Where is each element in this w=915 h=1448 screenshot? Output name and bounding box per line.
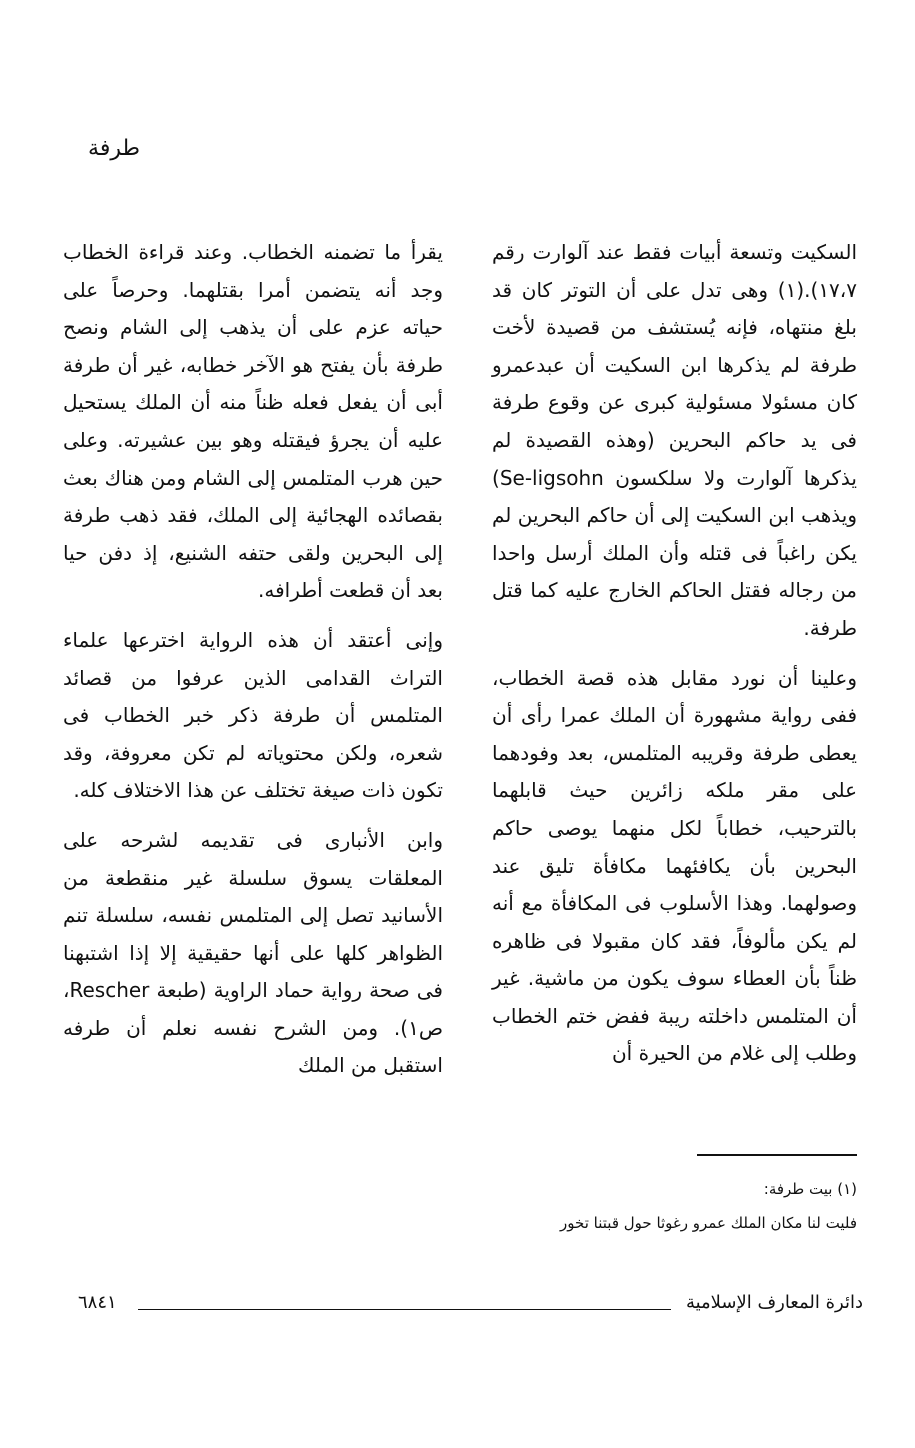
footnote-verse: فليت لنا مكان الملك عمرو رغوثا حول قبتنا تخور	[560, 1214, 857, 1232]
page-footer	[78, 1292, 863, 1322]
text-column-left	[63, 234, 443, 1085]
footer-divider	[138, 1309, 671, 1310]
publication-title: دائرة المعارف الإسلامية	[685, 1292, 863, 1313]
paragraph: يقرأ ما تضمنه الخطاب. وعند قراءة الخطاب وجد أنه يتضمن أمرا بقتلهما. وحرصاً على حياته عزم على أن يذهب إلى الشام ونصح طرفة بأن يفتح هو الآخر خطابه، غير أن طرفة أبى أن يفعل فعله ظناً منه أن الملك يستحيل عليه أن يجرؤ فيقتله وهو بين عشيرته. وعلى حين هرب المتلمس إلى الشام ومن هناك بعث بقصائده الهجائية إلى الملك، فقد ذهب طرفة إلى البحرين ولقى حتفه الشنيع، إذ دفن حيا بعد أن قطعت أطرافه.	[63, 240, 443, 603]
paragraph: السكيت وتسعة أبيات فقط عند آلوارت رقم ١٧،٧).(١) وهى تدل على أن التوتر كان قد بلغ منتهاه، فإنه يُستشف من قصيدة لأخت طرفة لم يذكرها ابن السكيت أن عبدعمرو كان مسئولا مسئولية كبرى عن وقوع طرفة فى يد حاكم البحرين (وهذه القصيدة لم يذكرها آلوارت ولا سلكسون Se-ligsohn) ويذهب ابن السكيت إلى أن حاكم البحرين لم يكن راغباً فى قتله وأن الملك أرسل واحدا من رجاله فقتل الحاكم الخارج عليه كما قتل طرفة.	[492, 240, 857, 640]
text-column-right	[492, 234, 857, 1073]
footnote-label: (١) بيت طرفة:	[763, 1180, 857, 1198]
footnote-divider	[697, 1154, 857, 1156]
running-title: طرفة	[88, 136, 140, 161]
paragraph: وعلينا أن نورد مقابل هذه قصة الخطاب، ففى رواية مشهورة أن الملك عمرا رأى أن يعطى طرفة وقريبه المتلمس، بعد وفودهما على مقر ملكه زائرين حيث قابلهما بالترحيب، خطاباً لكل منهما يوصى حاكم البحرين بأن يكافئهما مكافأة تليق عند وصولهما. وهذا الأسلوب فى المكافأة مع أنه لم يكن مألوفاً، فقد كان مقبولا فى ظاهره ظناً بأن العطاء سوف يكون من ماشية. غير أن المتلمس داخلته ريبة ففض ختم الخطاب وطلب إلى غلام من الحيرة أن	[492, 665, 857, 1066]
paragraph: وابن الأنبارى فى تقديمه لشرحه على المعلقات يسوق سلسلة غير منقطعة من الأسانيد تصل إلى المتلمس نفسه، سلسلة تنم الظواهر كلها على أنها حقيقية إلا إذا اشتبهنا فى صحة رواية حماد الراوية (طبعة Rescher، ص١). ومن الشرح نفسه نعلم أن طرفه استقبل من الملك	[63, 827, 443, 1078]
footnotes	[487, 1172, 857, 1240]
page-number: ٦٨٤١	[78, 1292, 117, 1313]
paragraph: وإنى أعتقد أن هذه الرواية اخترعها علماء التراث القدامى الذين عرفوا من قصائد المتلمس أن طرفة ذكر خبر الخطاب فى شعره، ولكن محتوياته لم تكن معروفة، وقد تكون ذات صيغة تختلف عن هذا الاختلاف كله.	[63, 627, 443, 803]
